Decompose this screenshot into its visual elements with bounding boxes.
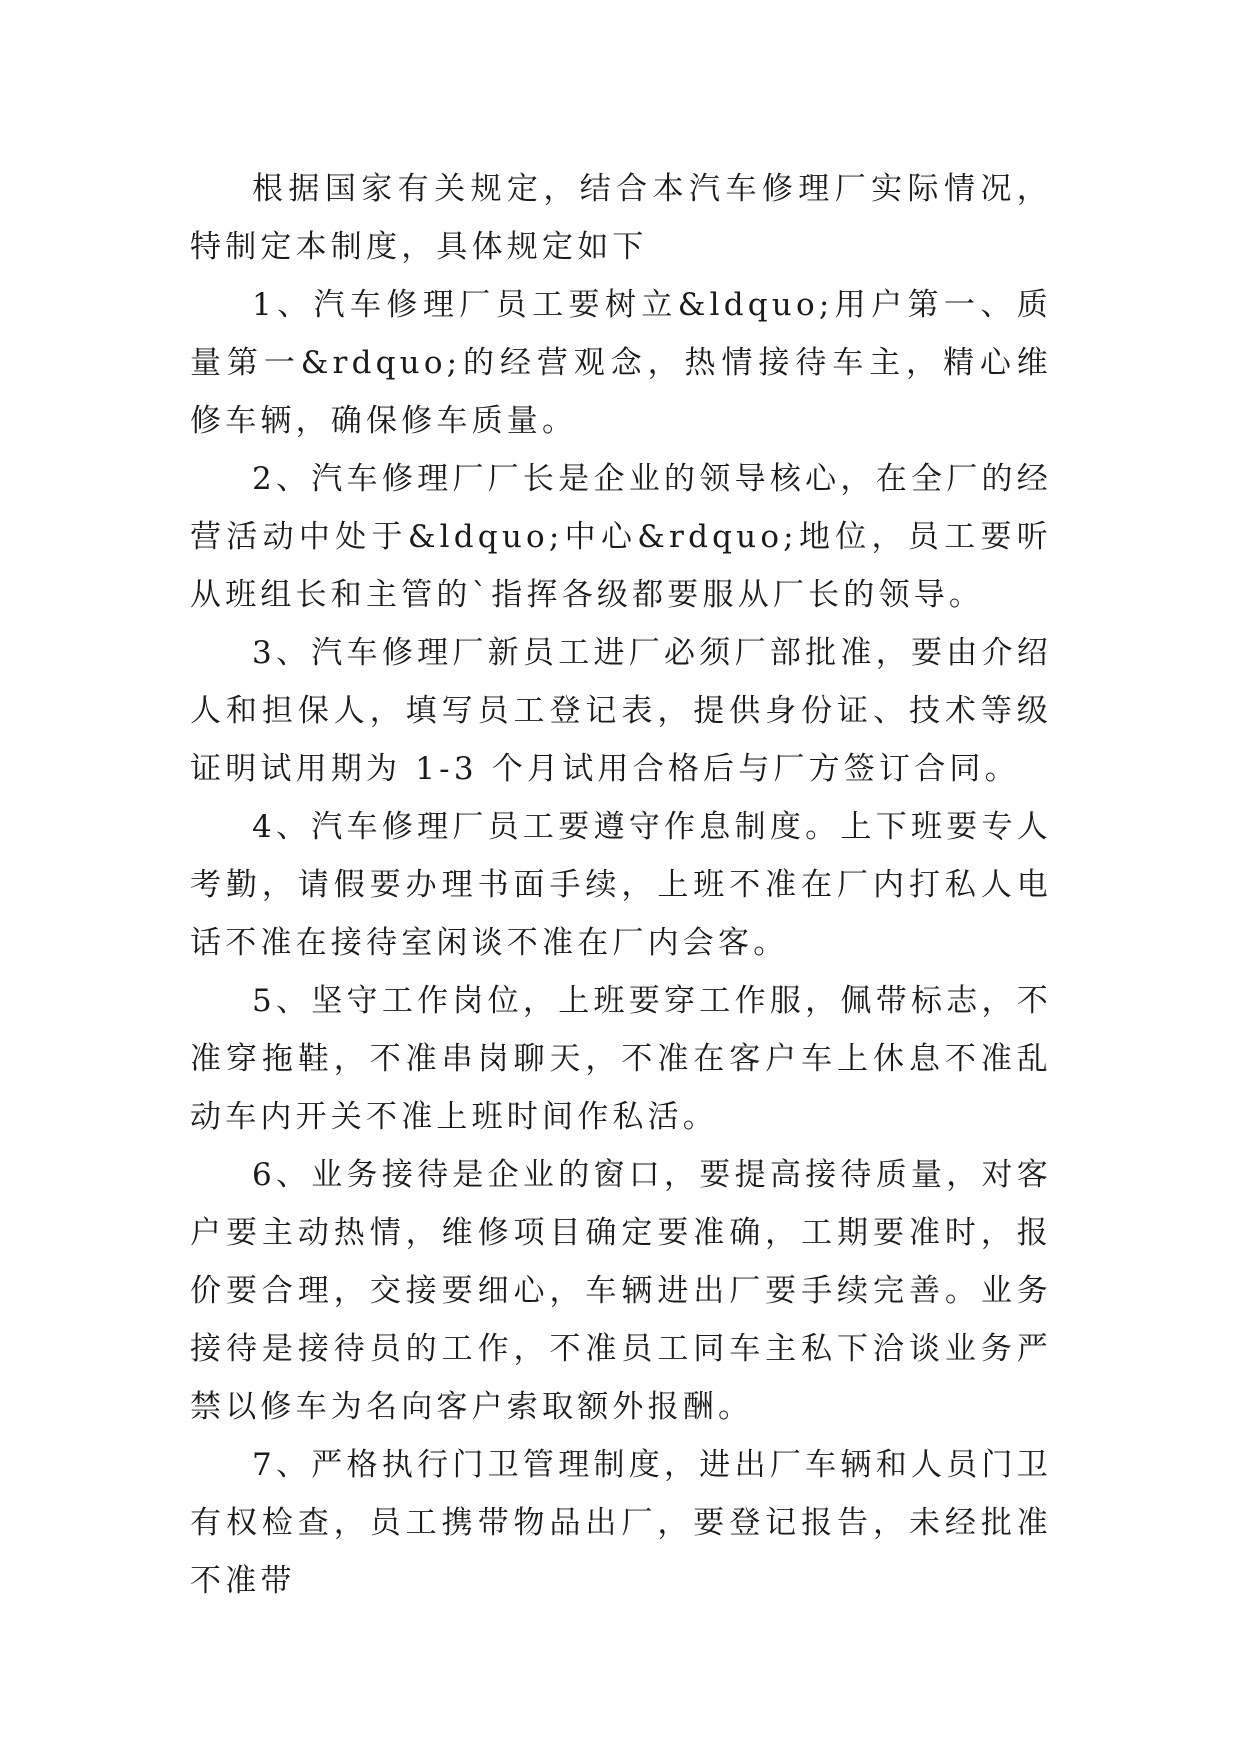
paragraph-intro: 根据国家有关规定，结合本汽车修理厂实际情况，特制定本制度，具体规定如下 (190, 171, 1052, 265)
paragraph-rule-5: 5、坚守工作岗位，上班要穿工作服，佩带标志，不准穿拖鞋，不准串岗聊天，不准在客户车上休息不准乱动车内开关不准上班时间作私活。 (190, 983, 1052, 1135)
paragraph-rule-7: 7、严格执行门卫管理制度，进出厂车辆和人员门卫有权检查，员工携带物品出厂，要登记报告，未经批准不准带 (190, 1447, 1052, 1599)
paragraph-rule-1: 1、汽车修理厂员工要树立&ldquo;用户第一、质量第一&rdquo;的经营观念，热情接待车主，精心维修车辆，确保修车质量。 (190, 287, 1052, 439)
paragraph-rule-4: 4、汽车修理厂员工要遵守作息制度。上下班要专人考勤，请假要办理书面手续，上班不准在厂内打私人电话不准在接待室闲谈不准在厂内会客。 (190, 809, 1052, 961)
paragraph-rule-6: 6、业务接待是企业的窗口，要提高接待质量，对客户要主动热情，维修项目确定要准确，工期要准时，报价要合理，交接要细心，车辆进出厂要手续完善。业务接待是接待员的工作，不准员工同车主私下洽谈业务严禁以修车为名向客户索取额外报酬。 (190, 1157, 1052, 1425)
paragraph-rule-2: 2、汽车修理厂厂长是企业的领导核心，在全厂的经营活动中处于&ldquo;中心&rdquo;地位，员工要听从班组长和主管的`指挥各级都要服从厂长的领导。 (190, 461, 1052, 613)
paragraph-rule-3: 3、汽车修理厂新员工进厂必须厂部批准，要由介绍人和担保人，填写员工登记表，提供身份证、技术等级证明试用期为 1-3 个月试用合格后与厂方签订合同。 (190, 635, 1052, 787)
document-body (190, 160, 1052, 1610)
